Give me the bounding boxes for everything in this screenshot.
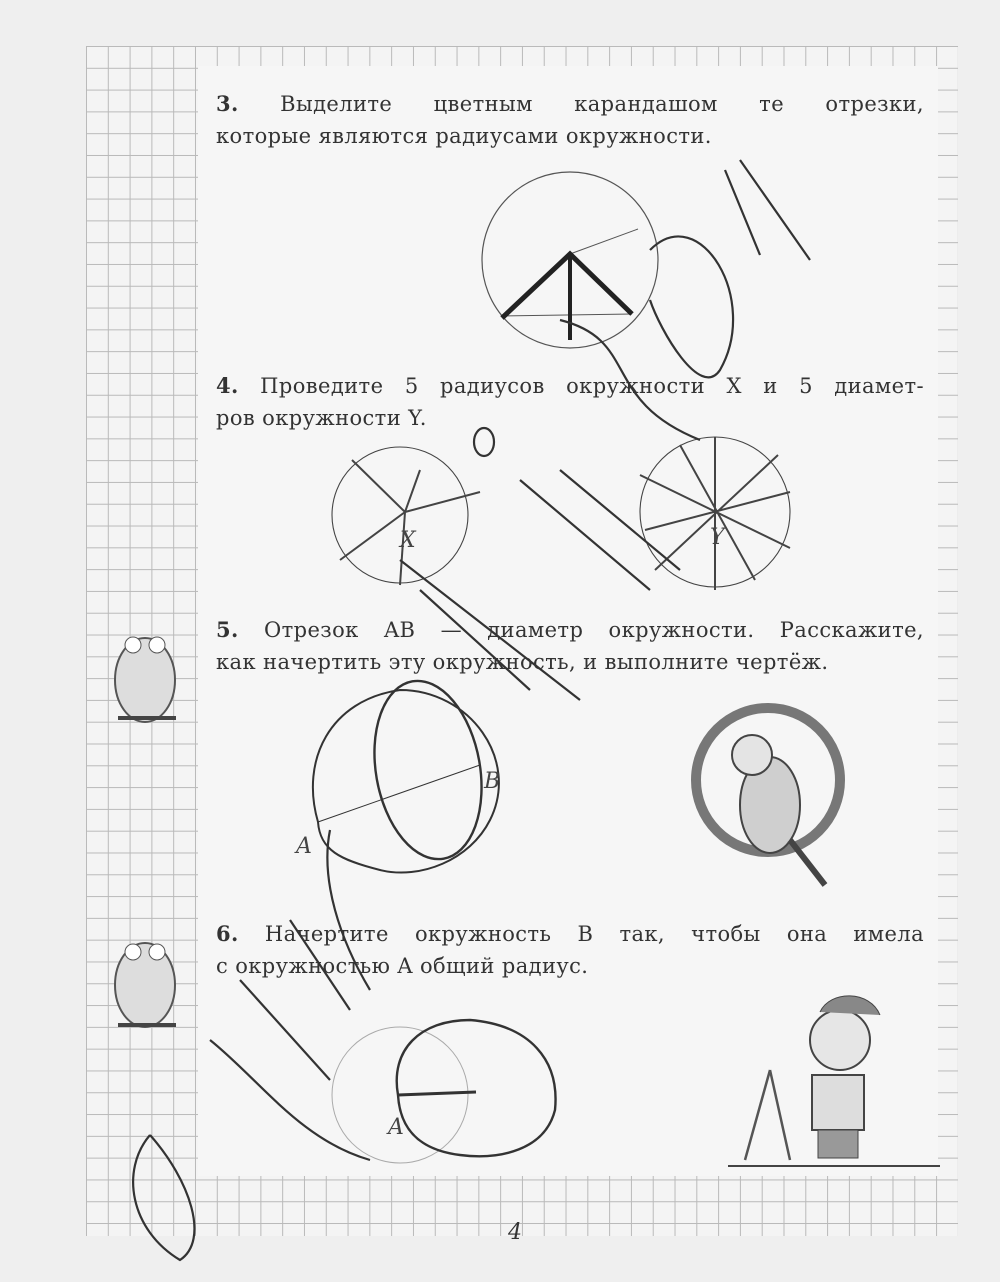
parrot-in-ring-illustration	[696, 708, 840, 885]
task-4-number: 4.	[216, 373, 239, 398]
label-y: Y	[710, 525, 725, 550]
task-3-line2: которые являются радиусами окружности.	[216, 124, 712, 148]
label-a-task6: A	[388, 1115, 404, 1140]
task-6-line1: Начертите окружность B так, чтобы она имела	[264, 922, 924, 946]
task-6-line2: с окружностью A общий радиус.	[216, 954, 589, 978]
task-3-number: 3.	[216, 91, 239, 116]
label-a-task5: A	[296, 834, 312, 859]
task-3-circle-figure	[482, 172, 658, 348]
task-5-number: 5.	[216, 617, 239, 642]
page-number: 4	[508, 1220, 522, 1245]
task-6-circles-figure	[332, 1020, 556, 1163]
task-5-line2: как начертить эту окружность, и выполните чертёж.	[216, 650, 829, 674]
task-5-diameter-figure	[313, 672, 499, 872]
task-4-line1: Проведите 5 радиусов окружности X и 5 диамет-	[260, 374, 924, 398]
boy-with-compass-illustration	[728, 996, 940, 1166]
pencil-scribbles	[133, 160, 810, 1260]
owl-illustration-2	[115, 943, 176, 1027]
label-b-task5: B	[484, 769, 501, 794]
task-3-line1: Выделите цветным карандашом те отрезки,	[280, 92, 925, 116]
task-4-circle-y	[640, 437, 790, 590]
task-6-number: 6.	[216, 921, 239, 946]
owl-illustration-1	[115, 637, 176, 722]
task-5-line1: Отрезок AB — диаметр окружности. Расскажите,	[263, 618, 925, 642]
task-4-line2: ров окружности Y.	[216, 406, 427, 430]
label-x: X	[400, 528, 416, 553]
